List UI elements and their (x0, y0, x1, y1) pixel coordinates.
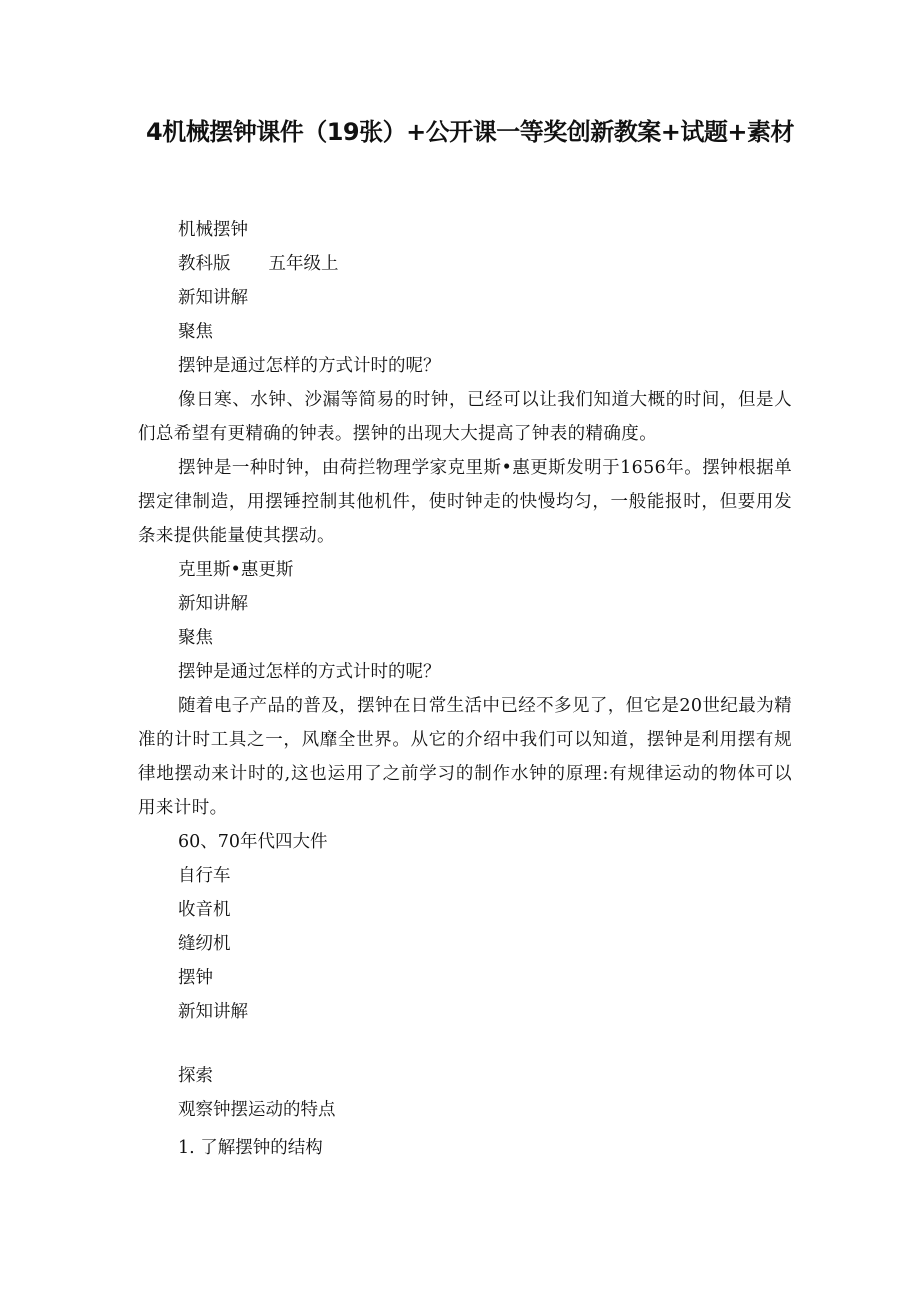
numbered-item: 1. 了解摆钟的结构 (178, 1138, 323, 1158)
paragraph: 摆钟是一种时钟，由荷拦物理学家克里斯•惠更斯发明于1656年。摆钟根据单摆定律制造，用摆锤控制其他机件，使时钟走的快慢均匀，一般能报时，但要用发条来提供能量使其摆动。 (138, 458, 792, 546)
text-line-publisher-grade (138, 247, 792, 281)
list-item: 收音机 (178, 900, 231, 920)
spacer (138, 1029, 792, 1059)
text-line: 克里斯•惠更斯 (178, 560, 294, 580)
text-line: 60、70年代四大件 (178, 832, 328, 852)
paragraph: 随着电子产品的普及，摆钟在日常生活中已经不多见了，但它是20世纪最为精准的计时工具之一，风靡全世界。从它的介绍中我们可以知道，摆钟是利用摆有规律地摆动来计时的,这也运用了之前学习的制作水钟的原理:有规律运动的物体可以用来计时。 (138, 696, 792, 818)
question-line: 摆钟是通过怎样的方式计时的呢？ (178, 662, 441, 682)
question-line: 摆钟是通过怎样的方式计时的呢？ (178, 356, 441, 376)
section-heading: 新知讲解 (178, 1002, 248, 1022)
grade-label: 五年级上 (268, 254, 339, 274)
section-heading: 新知讲解 (178, 288, 248, 308)
section-heading: 新知讲解 (178, 594, 248, 614)
list-item: 缝纫机 (178, 934, 231, 954)
subheading: 聚焦 (178, 322, 213, 342)
paragraph: 像日寒、水钟、沙漏等简易的时钟，已经可以让我们知道大概的时间，但是人们总希望有更精确的钟表。摆钟的出现大大提高了钟表的精确度。 (138, 390, 792, 444)
subheading: 探索 (178, 1066, 213, 1086)
publisher-label: 教科版 (178, 254, 231, 274)
subheading: 聚焦 (178, 628, 213, 648)
text-line: 观察钟摆运动的特点 (178, 1100, 336, 1120)
list-item: 自行车 (178, 866, 231, 886)
list-item: 摆钟 (178, 968, 213, 988)
document-title: 4机械摆钟课件（19张）+公开课一等奖创新教案+试题+素材 (146, 118, 794, 146)
document-body (138, 213, 792, 1165)
text-line: 机械摆钟 (178, 220, 248, 240)
